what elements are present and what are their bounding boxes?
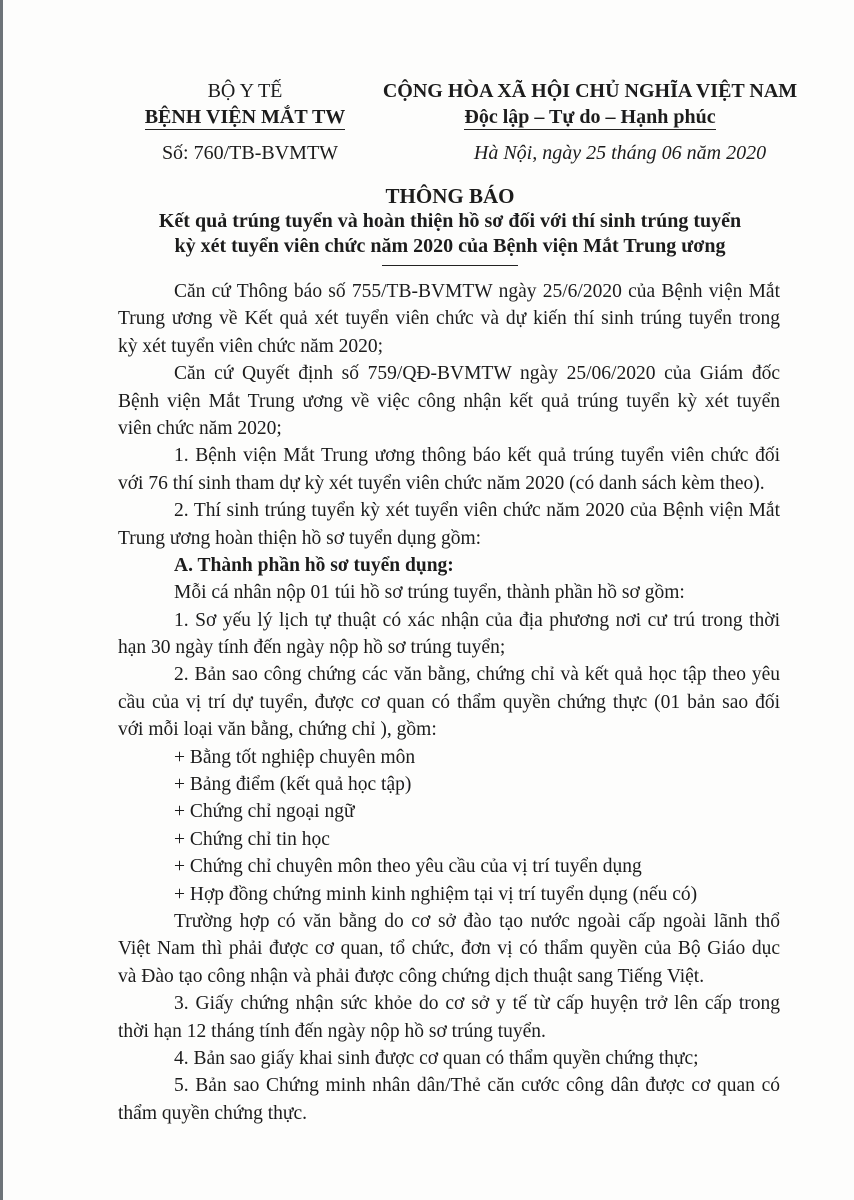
national-motto: Độc lập – Tự do – Hạnh phúc [464,106,716,128]
document-body [118,278,780,1127]
body-line: 1. Sơ yếu lý lịch tự thuật có xác nhận của địa phương nơi cư trú trong thời [174,609,780,631]
list-item: + Chứng chỉ chuyên môn theo yêu cầu của vị trí tuyển dụng [174,856,642,878]
body-line: 1. Bệnh viện Mắt Trung ương thông báo kết quả trúng tuyển viên chức đối [174,445,780,467]
scan-edge [0,0,3,1200]
document-number: Số: 760/TB-BVMTW [161,142,339,164]
country-name: CỘNG HÒA XÃ HỘI CHỦ NGHĨA VIỆT NAM [382,80,798,102]
list-item: + Bằng tốt nghiệp chuyên môn [174,746,416,768]
body-line: 5. Bản sao Chứng minh nhân dân/Thẻ căn cước công dân được cơ quan có [174,1075,780,1097]
national-header [360,78,820,130]
document-title-block [110,184,790,266]
issuer-block [110,78,380,130]
document-title: THÔNG BÁO [385,184,515,208]
body-line: Căn cứ Quyết định số 759/QĐ-BVMTW ngày 25/06/2020 của Giám đốc [174,363,780,385]
body-line: thời hạn 12 tháng tính đến ngày nộp hồ sơ trúng tuyển. [118,1020,546,1042]
body-line: viên chức năm 2020; [118,417,282,439]
body-line: Mỗi cá nhân nộp 01 túi hồ sơ trúng tuyển, thành phần hồ sơ gồm: [174,582,685,604]
body-line: 4. Bản sao giấy khai sinh được cơ quan có thẩm quyền chứng thực; [174,1047,699,1069]
body-line: và Đào tạo công nhận và phải được công chứng dịch thuật sang Tiếng Việt. [118,965,705,987]
body-line: cầu của vị trí dự tuyển, được cơ quan có thẩm quyền chứng thực (01 bản sao đối [118,691,780,713]
list-item: + Bảng điểm (kết quả học tập) [174,774,412,796]
organization-name: BỆNH VIỆN MẮT TW [144,106,346,128]
body-line: kỳ xét tuyển viên chức năm 2020; [118,335,384,357]
body-line: với mỗi loại văn bằng, chứng chỉ ), gồm: [118,719,437,741]
list-item: + Hợp đồng chứng minh kinh nghiệm tại vị trí tuyển dụng (nếu có) [174,883,698,905]
body-line: Bệnh viện Mắt Trung ương về việc công nhận kết quả trúng tuyển kỳ xét tuyển [118,390,780,412]
body-line: 2. Thí sinh trúng tuyển kỳ xét tuyển viên chức năm 2020 của Bệnh viện Mắt [174,500,780,522]
body-line: Trường hợp có văn bằng do cơ sở đào tạo nước ngoài cấp ngoài lãnh thổ [174,910,780,932]
body-line: thẩm quyền chứng thực. [118,1102,308,1124]
list-item: + Chứng chỉ tin học [174,828,330,850]
body-line: với 76 thí sinh tham dự kỳ xét tuyển viên chức năm 2020 (có danh sách kèm theo). [118,472,765,494]
ministry-name: BỘ Y TẾ [207,80,283,102]
body-line: hạn 30 ngày tính đến ngày nộp hồ sơ trúng tuyển; [118,637,506,659]
place-date: Hà Nội, ngày 25 tháng 06 năm 2020 [473,142,767,164]
body-line: 3. Giấy chứng nhận sức khỏe do cơ sở y tế từ cấp huyện trở lên cấp trong [174,993,780,1015]
document-subtitle-line-2: kỳ xét tuyển viên chức năm 2020 của Bệnh viện Mắt Trung ương [174,235,726,257]
body-line: Căn cứ Thông báo số 755/TB-BVMTW ngày 25/6/2020 của Bệnh viện Mắt [174,281,780,302]
body-line: 2. Bản sao công chứng các văn bằng, chứng chỉ và kết quả học tập theo yêu [174,664,780,686]
body-line: Trung ương hoàn thiện hồ sơ tuyển dụng gồm: [118,527,482,549]
body-line: Trung ương về Kết quả xét tuyển viên chức và dự kiến thí sinh trúng tuyển trong [118,308,780,330]
body-line: Việt Nam thì phải được cơ quan, tổ chức, đơn vị có thẩm quyền của Bộ Giáo dục [118,938,780,960]
section-heading: A. Thành phần hồ sơ tuyển dụng: [174,554,454,576]
document-subtitle-line-1: Kết quả trúng tuyển và hoàn thiện hồ sơ đối với thí sinh trúng tuyển [158,210,742,232]
list-item: + Chứng chỉ ngoại ngữ [174,801,355,823]
title-rule [382,265,518,266]
